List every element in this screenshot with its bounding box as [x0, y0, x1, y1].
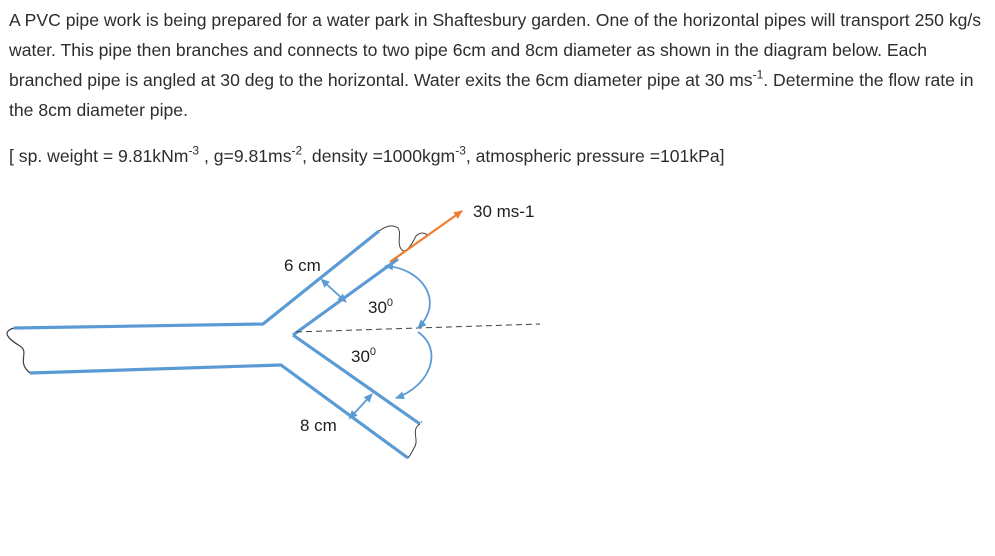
upper-angle-value: 30: [368, 298, 387, 317]
given-sp-weight: [ sp. weight = 9.81kNm: [9, 146, 189, 166]
given-g: , g=9.81ms: [199, 146, 292, 166]
problem-text-part1: A PVC pipe work is being prepared for a water park in Shaftesbury garden. One of the horizontal pipes will transport 250 kg/s water. This pipe then branches and connects to two pipe 6cm and 8cm diameter as shown in the diagram below. Each branched pipe is angled at 30 deg to the horizontal. Water exits the 6cm diameter pipe at 30 ms: [9, 10, 982, 90]
main-pipe-break: [7, 328, 30, 373]
problem-text-part2: . Determine the flow rate in the 8cm diameter pipe.: [9, 70, 974, 120]
given-constants: [9, 143, 984, 169]
lower-pipe-diameter-label: 8 cm: [300, 416, 337, 435]
lower-angle-label: [351, 346, 376, 366]
upper-branch-break: [379, 226, 428, 251]
g-exponent: -2: [291, 143, 303, 158]
lower-angle-arc: [396, 332, 431, 398]
sp-weight-exponent: -3: [188, 143, 200, 158]
lower-angle-degree: 0: [369, 346, 377, 358]
density-exponent: -3: [455, 143, 466, 158]
given-density: , density =1000kgm: [302, 146, 456, 166]
given-pressure: , atmospheric pressure =101kPa]: [465, 146, 725, 166]
upper-angle-degree: 0: [386, 297, 394, 309]
exit-velocity-arrow: [390, 211, 462, 262]
exit-velocity-label: 30 ms-1: [473, 202, 535, 221]
pipe-branch-diagram: [0, 195, 995, 556]
lower-branch-break: [408, 424, 420, 458]
lower-angle-value: 30: [351, 347, 370, 366]
upper-angle-label: [368, 297, 393, 317]
main-pipe-bottom-wall: [30, 365, 408, 458]
exit-velocity-exponent: -1: [752, 67, 764, 82]
problem-statement: [9, 5, 984, 125]
upper-diameter-arrow: [322, 280, 346, 302]
lower-diameter-arrow: [350, 394, 372, 418]
upper-pipe-diameter-label: 6 cm: [284, 256, 321, 275]
